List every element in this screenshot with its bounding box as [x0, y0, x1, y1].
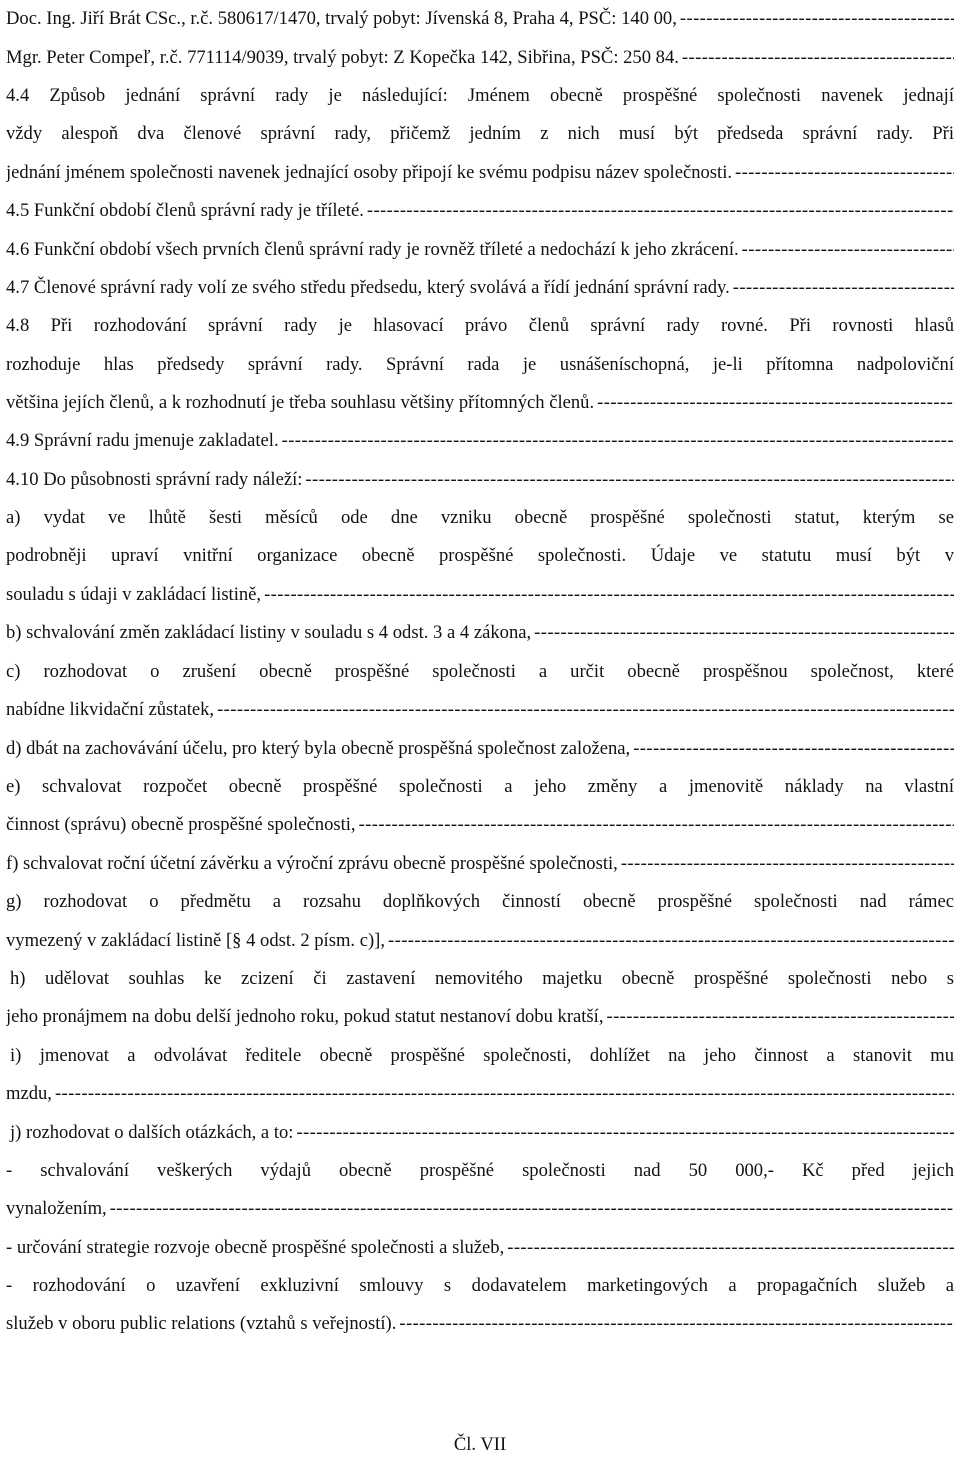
text-line	[6, 1075, 954, 1113]
line-text: rozhoduje hlas předsedy správní rady. Správní rada je usnášeníschopná, je-li přítomna nadpoloviční	[6, 353, 954, 375]
line-text: f) schvalovat roční účetní závěrku a výroční zprávu obecně prospěšné společnosti,	[6, 852, 618, 874]
text-line	[6, 537, 954, 575]
text-line	[6, 307, 954, 345]
line-text: j) rozhodovat o dalších otázkách, a to:	[10, 1121, 294, 1143]
line-text: jednání jménem společnosti navenek jednající osoby připojí ke svému podpisu název společnosti.	[6, 161, 733, 183]
dash-filler	[680, 8, 954, 30]
dash-filler	[388, 930, 954, 952]
line-text: 4.8 Při rozhodování správní rady je hlasovací právo členů správní rady rovné. Při rovnosti hlasů	[6, 315, 954, 337]
dash-filler	[399, 1313, 954, 1335]
dash-filler	[597, 392, 954, 414]
line-text: Mgr. Peter Compeľ, r.č. 771114/9039, trvalý pobyt: Z Kopečka 142, Sibřina, PSČ: 250 84.	[6, 46, 679, 68]
text-line	[6, 1229, 954, 1267]
text-line	[6, 77, 954, 115]
dash-filler	[633, 738, 954, 760]
dash-filler	[217, 699, 954, 721]
line-text: a) vydat ve lhůtě šesti měsíců ode dne vzniku obecně prospěšné společnosti statut, kterým se	[6, 507, 954, 529]
line-text: c) rozhodovat o zrušení obecně prospěšné společnosti a určit obecně prospěšnou společnost, které	[6, 660, 954, 682]
dash-filler	[682, 47, 954, 69]
line-text: 4.6 Funkční období všech prvních členů správní rady je rovněž tříleté a nedochází k jeho zkrácení.	[6, 238, 739, 260]
article-heading: Čl. VII	[453, 1434, 507, 1455]
text-line	[6, 845, 954, 883]
text-line	[6, 883, 954, 921]
line-text: nabídne likvidační zůstatek,	[6, 699, 215, 721]
text-line	[6, 422, 954, 460]
line-text: většina jejích členů, a k rozhodnutí je třeba souhlasu většiny přítomných členů.	[6, 392, 595, 414]
text-line	[6, 653, 954, 691]
line-text: - určování strategie rozvoje obecně prospěšné společnosti a služeb,	[6, 1236, 505, 1258]
dash-filler	[733, 277, 954, 299]
text-line	[6, 115, 954, 153]
dash-filler	[607, 1006, 955, 1028]
line-text: vždy alespoň dva členové správní rady, přičemž jedním z nich musí být předseda správní rady. Při	[6, 123, 954, 145]
text-line	[6, 1305, 954, 1343]
line-text: jeho pronájmem na dobu delší jednoho roku, pokud statut nestanoví dobu kratší,	[6, 1006, 604, 1028]
line-text: 4.10 Do působnosti správní rady náleží:	[6, 468, 303, 490]
line-text: h) udělovat souhlas ke zcizení či zastavení nemovitého majetku obecně prospěšné společnosti nebo s	[10, 967, 954, 989]
line-text: e) schvalovat rozpočet obecně prospěšné společnosti a jeho změny a jmenovitě náklady na vlastní	[6, 775, 954, 797]
dash-filler	[55, 1083, 954, 1105]
dash-filler	[305, 469, 954, 491]
dash-filler	[367, 200, 954, 222]
text-line	[6, 384, 954, 422]
line-text: - rozhodování o uzavření exkluzivní smlouvy s dodavatelem marketingových a propagačních služeb a	[6, 1274, 954, 1296]
line-text: d) dbát na zachovávání účelu, pro který byla obecně prospěšná společnost založena,	[6, 737, 631, 759]
dash-filler	[742, 239, 954, 261]
line-text: 4.4 Způsob jednání správní rady je následující: Jménem obecně prospěšné společnosti navenek jednají	[6, 84, 954, 106]
text-line	[6, 921, 954, 959]
dash-filler	[621, 853, 954, 875]
dash-filler	[264, 584, 954, 606]
text-line	[6, 1267, 954, 1305]
line-text: 4.5 Funkční období členů správní rady je tříleté.	[6, 200, 364, 222]
text-line	[6, 499, 954, 537]
line-text: podrobněji upraví vnitřní organizace obecně prospěšné společnosti. Údaje ve statutu musí být v	[6, 545, 954, 567]
text-line	[6, 1190, 954, 1228]
dash-filler	[534, 622, 954, 644]
text-line	[6, 768, 954, 806]
line-text: vymezený v zakládací listině [§ 4 odst. 2 písm. c)],	[6, 929, 386, 951]
text-line	[6, 269, 954, 307]
text-line	[6, 192, 954, 230]
line-text: mzdu,	[6, 1083, 52, 1105]
text-line	[6, 346, 954, 384]
document-body	[6, 0, 954, 1344]
line-text: Doc. Ing. Jiří Brát CSc., r.č. 580617/1470, trvalý pobyt: Jívenská 8, Praha 4, PSČ: 140 00,	[6, 8, 677, 30]
text-line	[6, 38, 954, 76]
text-line	[6, 1113, 954, 1151]
text-line	[6, 461, 954, 499]
text-line	[6, 1037, 954, 1075]
dash-filler	[359, 814, 954, 836]
text-line	[6, 576, 954, 614]
line-text: souladu s údaji v zakládací listině,	[6, 584, 262, 606]
text-line	[6, 1152, 954, 1190]
text-line	[6, 230, 954, 268]
line-text: - schvalování veškerých výdajů obecně prospěšné společnosti nad 50 000,- Kč před jejich	[6, 1159, 954, 1181]
line-text: 4.9 Správní radu jmenuje zakladatel.	[6, 430, 279, 452]
line-text: i) jmenovat a odvolávat ředitele obecně prospěšné společnosti, dohlížet na jeho činnost a stanovit mu	[10, 1044, 954, 1066]
line-text: b) schvalování změn zakládací listiny v souladu s 4 odst. 3 a 4 zákona,	[6, 622, 532, 644]
text-line	[6, 614, 954, 652]
text-line	[6, 998, 954, 1036]
line-text: g) rozhodovat o předmětu a rozsahu doplňkových činností obecně prospěšné společnosti nad rámec	[6, 890, 954, 912]
text-line	[6, 729, 954, 767]
dash-filler	[507, 1237, 954, 1259]
line-text: vynaložením,	[6, 1198, 107, 1220]
line-text: služeb v oboru public relations (vztahů s veřejností).	[6, 1313, 397, 1335]
text-line	[6, 960, 954, 998]
dash-filler	[110, 1198, 954, 1220]
line-text: činnost (správu) obecně prospěšné společnosti,	[6, 814, 356, 836]
dash-filler	[296, 1122, 954, 1144]
dash-filler	[282, 430, 954, 452]
text-line	[6, 154, 954, 192]
line-text: 4.7 Členové správní rady volí ze svého středu předsedu, který svolává a řídí jednání správní rady.	[6, 276, 730, 298]
text-line	[6, 806, 954, 844]
text-line	[6, 0, 954, 38]
text-line	[6, 691, 954, 729]
dash-filler	[735, 162, 954, 184]
